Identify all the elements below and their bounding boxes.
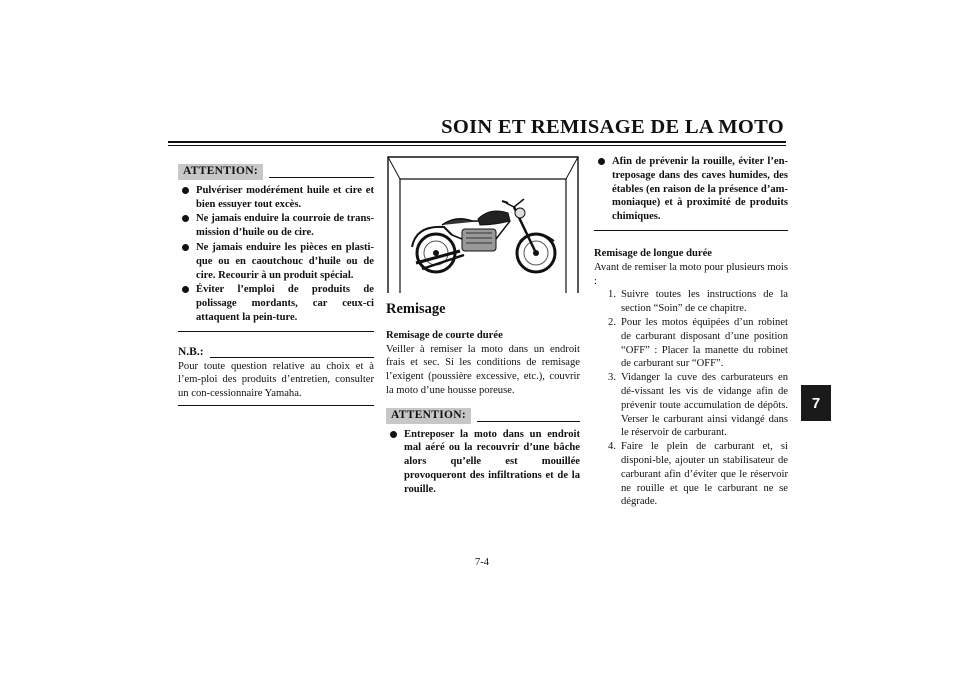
chapter-tab[interactable]: 7 [801,385,831,421]
list-item: Ne jamais enduire les pièces en plasti-que ou en caoutchouc d’huile ou de cire. Recourir à un produit spécial. [178,241,374,282]
attention-header [386,408,580,424]
attention-rule [269,177,374,178]
long-storage-intro: Avant de remiser la moto pour plusieurs mois : [594,261,788,287]
bullet-icon [182,187,189,194]
note-text: Pour toute question relative au choix et à l’em-ploi des produits d’entretien, consulter un con-cessionnaire Yamaha. [178,360,374,400]
bullet-icon [182,215,189,222]
bullet-icon [182,286,189,293]
header-rule-thin [168,145,786,146]
column-3 [594,155,788,509]
column-1 [178,164,374,406]
bullet-icon [390,431,397,438]
note-header [178,346,374,360]
list-item: Ne jamais enduire la courroie de trans-mission d’huile ou de cire. [178,212,374,240]
note-end-rule [178,405,374,406]
attention-end-rule [178,331,374,332]
attention-list [386,428,580,497]
subsection-title: Remisage de courte durée [386,329,503,341]
header-rule [168,141,786,143]
list-item: Entreposer la moto dans un endroit mal aéré ou la recouvrir d’une bâche alors qu’elle est mouillée provoqueront des infiltrations et de la rouille. [386,428,580,497]
subsection-title: Remisage de longue durée [594,247,712,259]
note-label: N.B.: [178,345,204,358]
steps-list [594,288,788,509]
attention-header [178,164,374,180]
attention-rule [477,421,580,422]
bullet-icon [182,244,189,251]
motorcycle-illustration [386,155,580,293]
list-item: Pulvériser modérément huile et cire et bien essuyer tout excès. [178,184,374,212]
note-rule [210,357,374,358]
list-item: 3. Vidanger la cuve des carburateurs en dé-vissant les vis de vidange afin de prévenir toute accumulation de dépôts. Verser le carburant ainsi vidangé dans le réservoir de carburant. [608,372,788,439]
list-item: 4. Faire le plein de carburant et, si disponi-ble, ajouter un stabilisateur de carburant afin d’éviter que le réservoir ne rouille et que le carburant ne se dégrade. [608,441,788,508]
list-item: 2. Pour les motos équipées d’un robinet de carburant disposant d’une position “OFF” : Placer la manette du robinet de carburant sur “OFF”. [608,316,788,370]
section-title: Remisage [386,301,446,317]
attention-list-continued [594,155,788,224]
attention-label: ATTENTION: [386,408,471,424]
list-item: Afin de prévenir la rouille, éviter l’en-treposage dans des caves humides, des étables (en raison de la présence d’am-moniaque) et à proximité de produits chimiques. [594,155,788,224]
bullet-icon [598,158,605,165]
list-item: 1. Suivre toutes les instructions de la section “Soin” de ce chapitre. [608,289,788,315]
column-2 [386,155,580,498]
page-number: 7-4 [475,557,489,568]
list-item: Éviter l’emploi de produits de polissage mordants, car ceux-ci attaquent la pein-ture. [178,283,374,324]
page-title: SOIN ET REMISAGE DE LA MOTO [441,116,784,138]
short-storage-text: Veiller à remiser la moto dans un endroit frais et sec. Si les conditions de remisage l’exigent (poussière excessive, etc.), couvrir la moto d’une housse poreuse. [386,343,580,396]
motorcycle-icon [386,155,580,293]
attention-label: ATTENTION: [178,164,263,180]
attention-end-rule [594,230,788,231]
attention-list [178,184,374,325]
